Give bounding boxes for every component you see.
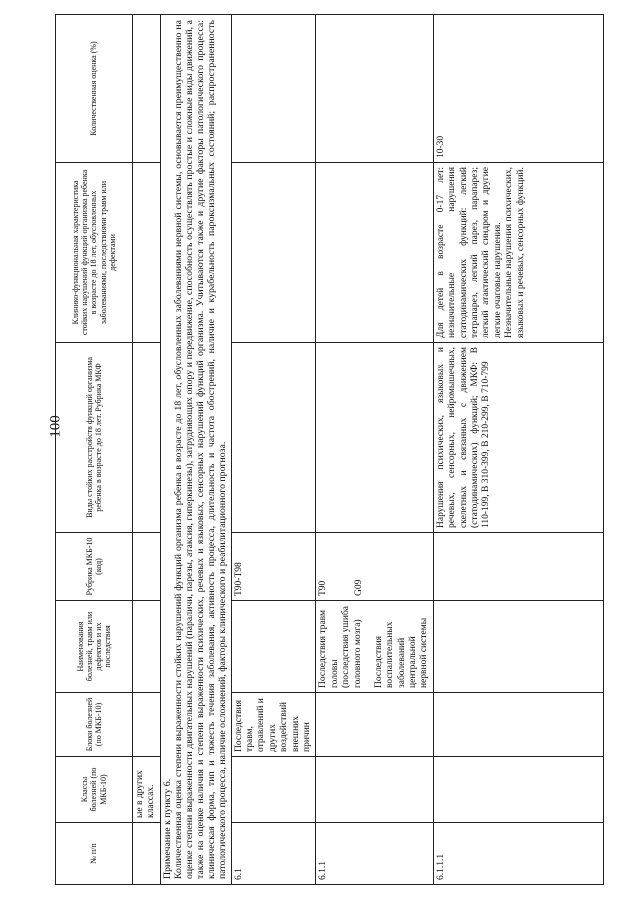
- row-code-2: G09: [353, 579, 364, 596]
- row-characteristic-2: Незначительные нарушения психических, языковых и речевых, сенсорных функций.: [504, 167, 526, 338]
- rotated-page: [55, 15, 605, 885]
- row-characteristic-1: Для детей в возрасте 0-17 лет: незначительные нарушения статодинамических функций: легкий тетрапарез, легкий парез, парапарез; легкий атактический синдром и другие легкие очаговые нарушения.: [435, 167, 503, 338]
- row-name: [231, 601, 316, 693]
- table-row: [231, 15, 316, 885]
- class-continuation: ые в других классах.: [133, 757, 161, 823]
- header-score: Количественная оценка (%): [56, 15, 133, 163]
- note-row: [160, 15, 231, 885]
- row-name-1: Последствия травм головы (последствия ушиба головного мозга): [318, 606, 363, 688]
- row-code-1: T90: [318, 580, 329, 596]
- row-block: Последствия травм, отравлений и других воздействий внешних причин: [231, 693, 316, 757]
- row-num: 6.1.1: [316, 823, 434, 885]
- note-body: Количественная оценка степени выраженности стойких нарушений функций организма ребенка в возрасте до 18 лет, обусловленных заболеваниями нервной системы, основывается преимущественно на оценке степени выраженности двигательных нарушений (параличи, парезы, атаксия, гиперкинезы), затрудняющих опору и передвижение, способность осуществлять простые и сложные виды движений, а также на оценке наличия и степени выраженности психических, речевых и языковых, сенсорных нарушений функций организма. Учитываются также и другие факторы патологического процесса: клиническая форма, тип и тяжесть течения заболевания, активность процесса, длительность и частота обострений, наличие и курабельность пароксизмальных состояний; распространенность патологического процесса, наличие осложнений, факторы клинического и реабилитационного прогноза.: [172, 20, 228, 879]
- row-num: 6.1.1.1: [433, 823, 603, 885]
- disability-table: [55, 14, 604, 885]
- header-num: № п/п: [56, 823, 133, 885]
- continuation-row: [133, 15, 161, 885]
- header-block: Блоки болезней (по МКБ-10): [56, 693, 133, 757]
- row-code: [316, 533, 434, 601]
- table-row: [316, 15, 434, 885]
- page-number: 100: [47, 415, 64, 438]
- note-cell: [160, 15, 231, 885]
- table-row: [433, 15, 603, 885]
- header-row: [56, 15, 133, 885]
- note-title: Примечание к пункту 6.: [161, 778, 173, 879]
- header-class: Классы болезней (по МКБ-10): [56, 757, 133, 823]
- header-disorder-types: Виды стойких расстройств функций организма ребенка в возрасте до 18 лет. Рубрика МКФ: [56, 343, 133, 533]
- row-num: 6.1: [231, 823, 316, 885]
- row-name: [316, 601, 434, 693]
- row-characteristic: [433, 163, 603, 343]
- row-name-2: Последствия воспалительных заболеваний центральной нервной системы: [373, 617, 430, 688]
- row-code: T90-T98: [231, 533, 316, 601]
- row-disorder-types: Нарушения психических, языковых и речевых, сенсорных, нейромышечных, скелетных и связанных с движением (статодинамических) функций; МКФ: B 110-199, B 310-399, B 210-299, B 710-799: [433, 343, 603, 533]
- row-score: 10-30: [433, 15, 603, 163]
- header-disease-name: Наименования болезней, травм или дефектов и их последствия: [56, 601, 133, 693]
- header-icd-code: Рубрика МКБ-10 (код): [56, 533, 133, 601]
- header-characteristic: Клинико-функциональная характеристика стойких нарушений функций организма ребенка в возрасте до 18 лет, обусловленных заболеваниями, последствиями травм или дефектами: [56, 163, 133, 343]
